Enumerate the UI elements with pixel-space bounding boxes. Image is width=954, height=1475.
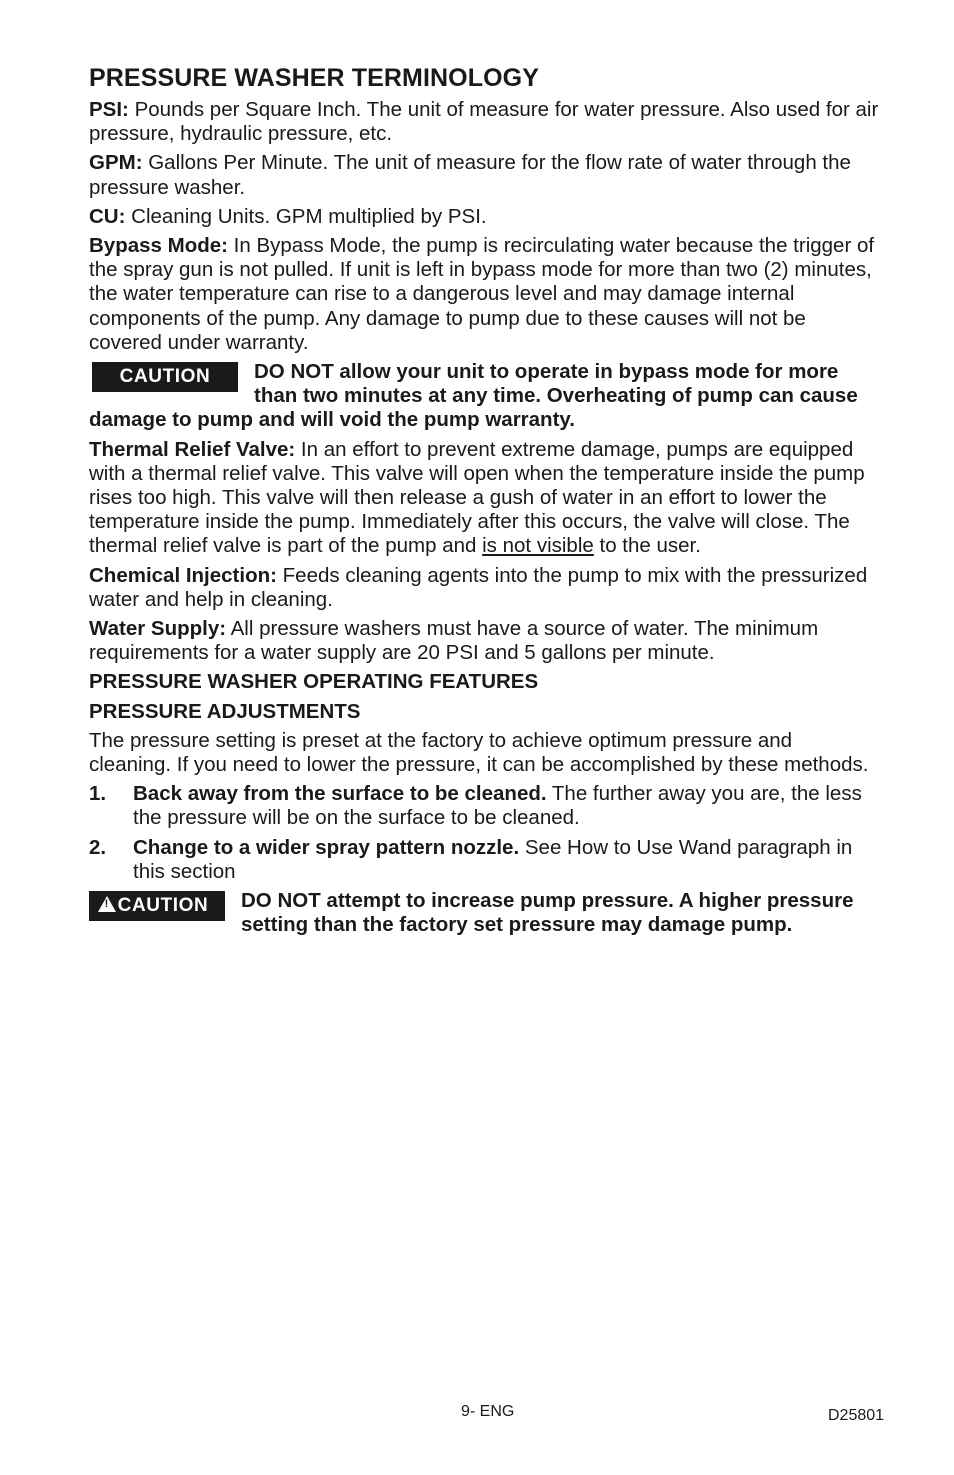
item-bold: Back away from the surface to be cleaned. bbox=[133, 782, 547, 806]
term-bypass bbox=[89, 234, 879, 355]
term-label: CU: bbox=[89, 204, 126, 228]
caution-badge-warning bbox=[89, 891, 225, 921]
item-number: 2. bbox=[89, 835, 107, 859]
page-title: PRESSURE WASHER TERMINOLOGY bbox=[89, 64, 539, 92]
term-water bbox=[89, 617, 879, 665]
term-definition: Pounds per Square Inch. The unit of measure for water pressure. Also used for air pressure, hydraulic pressure, etc. bbox=[89, 98, 879, 146]
document-code: D25801 bbox=[828, 1407, 885, 1424]
term-label: Thermal Relief Valve: bbox=[89, 437, 296, 461]
term-label: Water Supply: bbox=[89, 617, 227, 641]
list-item bbox=[89, 782, 879, 830]
adjust-intro: The pressure setting is preset at the factory to achieve optimum pressure and cleaning. If you need to lower the pressure, it can be accomplished by these methods. bbox=[89, 728, 869, 777]
term-cu bbox=[89, 205, 879, 229]
item-number: 1. bbox=[89, 782, 107, 806]
term-definition: In an effort to prevent extreme damage, pumps are equipped with a thermal relief valve. This valve will open when the temperature inside the pump rises too high. This valve will then release a gush of water in an effort to lower the temperature inside the pump. Immediately after this occurs, the valve will close. The thermal relief valve is part of the pump and bbox=[89, 437, 865, 558]
methods-list bbox=[89, 782, 879, 884]
term-definition-end: to the user. bbox=[593, 534, 701, 558]
caution-pressure bbox=[89, 889, 879, 937]
caution-badge: CAUTION bbox=[92, 362, 238, 392]
page-content bbox=[89, 62, 879, 943]
item-text: See How to Use Wand paragraph in this section bbox=[133, 835, 853, 883]
caution-text: DO NOT allow your unit to operate in bypass mode for more than two minutes at any time. Overheating of pump can cause damage to pump and will void the pump warranty. bbox=[89, 360, 858, 432]
term-label: GPM: bbox=[89, 151, 143, 175]
features-heading: PRESSURE WASHER OPERATING FEATURES bbox=[89, 670, 539, 694]
page-number: 9- ENG bbox=[461, 1403, 515, 1420]
term-label: Chemical Injection: bbox=[89, 563, 277, 587]
term-definition: In Bypass Mode, the pump is recirculating water because the trigger of the spray gun is not pulled. If unit is left in bypass mode for more than two (2) minutes, the water temperature can rise to a dangerous level and may damage internal components of the pump. Any damage to pump due to these causes will not be covered under warranty. bbox=[89, 234, 875, 354]
item-text: The further away you are, the less the pressure will be on the surface to be cleaned. bbox=[133, 782, 862, 830]
warning-triangle-icon: ! bbox=[98, 896, 116, 912]
term-definition: Cleaning Units. GPM multiplied by PSI. bbox=[125, 204, 487, 228]
caution-badge-label: CAUTION bbox=[117, 895, 209, 917]
term-gpm bbox=[89, 151, 879, 199]
term-definition: All pressure washers must have a source of water. The minimum requirements for a water supply are 20 PSI and 5 gallons per minute. bbox=[89, 617, 819, 665]
term-thermal bbox=[89, 438, 879, 559]
list-item bbox=[89, 836, 879, 884]
term-definition: Gallons Per Minute. The unit of measure for the flow rate of water through the pressure washer. bbox=[89, 151, 851, 199]
term-chemical bbox=[89, 564, 879, 612]
term-definition: Feeds cleaning agents into the pump to mix with the pressurized water and help in cleaning. bbox=[89, 563, 868, 611]
term-label: Bypass Mode: bbox=[89, 234, 228, 258]
term-psi bbox=[89, 98, 879, 146]
term-label: PSI: bbox=[89, 98, 129, 121]
item-bold: Change to a wider spray pattern nozzle. bbox=[133, 835, 520, 859]
underlined-text: is not visible bbox=[482, 534, 594, 558]
adjust-heading: PRESSURE ADJUSTMENTS bbox=[89, 699, 361, 723]
caution-bypass bbox=[89, 360, 879, 433]
caution-text: DO NOT attempt to increase pump pressure. A higher pressure setting than the factory set pressure may damage pump. bbox=[241, 889, 854, 937]
